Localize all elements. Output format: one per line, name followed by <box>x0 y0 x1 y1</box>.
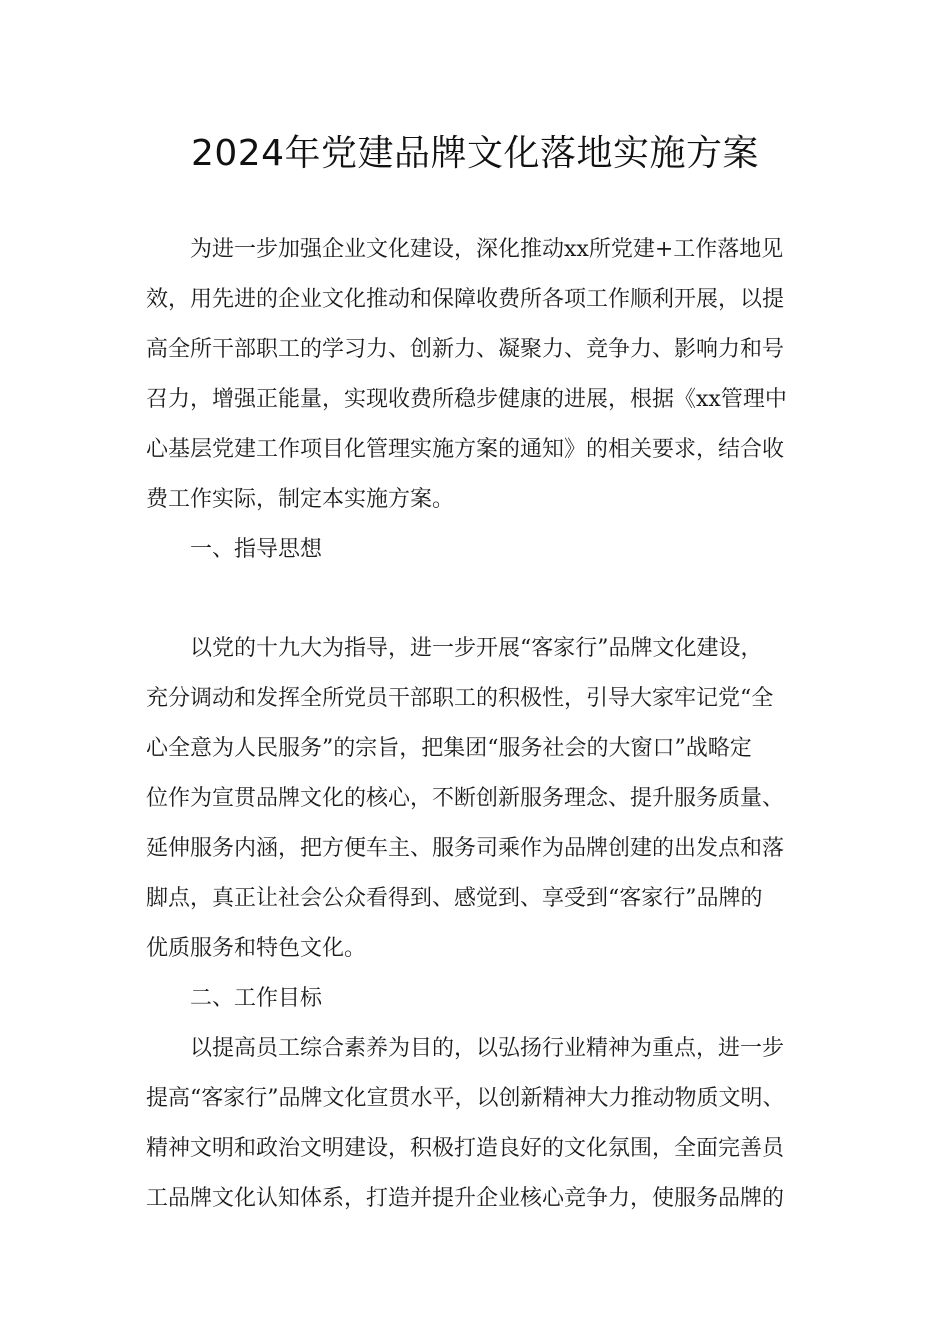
body-line: 以提高员工综合素养为目的，以弘扬行业精神为重点，进一步 <box>190 1036 785 1061</box>
body-line: 优质服务和特色文化。 <box>146 936 367 961</box>
body-line: 充分调动和发挥全所党员干部职工的积极性，引导大家牢记党“全 <box>146 686 774 711</box>
body-line: 提高“客家行”品牌文化宣贯水平，以创新精神大力推动物质文明、 <box>146 1086 785 1111</box>
body-line: 位作为宣贯品牌文化的核心，不断创新服务理念、提升服务质量、 <box>146 786 785 811</box>
document-title: 2024年党建品牌文化落地实施方案 <box>190 133 760 174</box>
body-line: 为进一步加强企业文化建设，深化推动xx所党建+工作落地见 <box>190 237 784 262</box>
body-line: 召力，增强正能量，实现收费所稳步健康的进展，根据《xx管理中 <box>146 387 787 412</box>
body-line: 心全意为人民服务”的宗旨，把集团“服务社会的大窗口”战略定 <box>146 736 752 761</box>
body-line: 费工作实际，制定本实施方案。 <box>146 487 455 512</box>
body-line: 延伸服务内涵，把方便车主、服务司乘作为品牌创建的出发点和落 <box>146 836 785 861</box>
section-heading-work-goals: 二、工作目标 <box>190 986 323 1011</box>
body-line: 以党的十九大为指导，进一步开展“客家行”品牌文化建设， <box>190 636 763 661</box>
body-line: 工品牌文化认知体系，打造并提升企业核心竞争力，使服务品牌的 <box>146 1186 785 1211</box>
body-line: 脚点，真正让社会公众看得到、感觉到、享受到“客家行”品牌的 <box>146 886 763 911</box>
body-line: 效，用先进的企业文化推动和保障收费所各项工作顺利开展，以提 <box>146 287 785 312</box>
section-heading-guiding-ideology: 一、指导思想 <box>190 537 323 562</box>
body-line: 精神文明和政治文明建设，积极打造良好的文化氛围，全面完善员 <box>146 1136 785 1161</box>
body-line: 高全所干部职工的学习力、创新力、凝聚力、竞争力、影响力和号 <box>146 337 785 362</box>
body-line: 心基层党建工作项目化管理实施方案的通知》的相关要求，结合收 <box>146 437 785 462</box>
